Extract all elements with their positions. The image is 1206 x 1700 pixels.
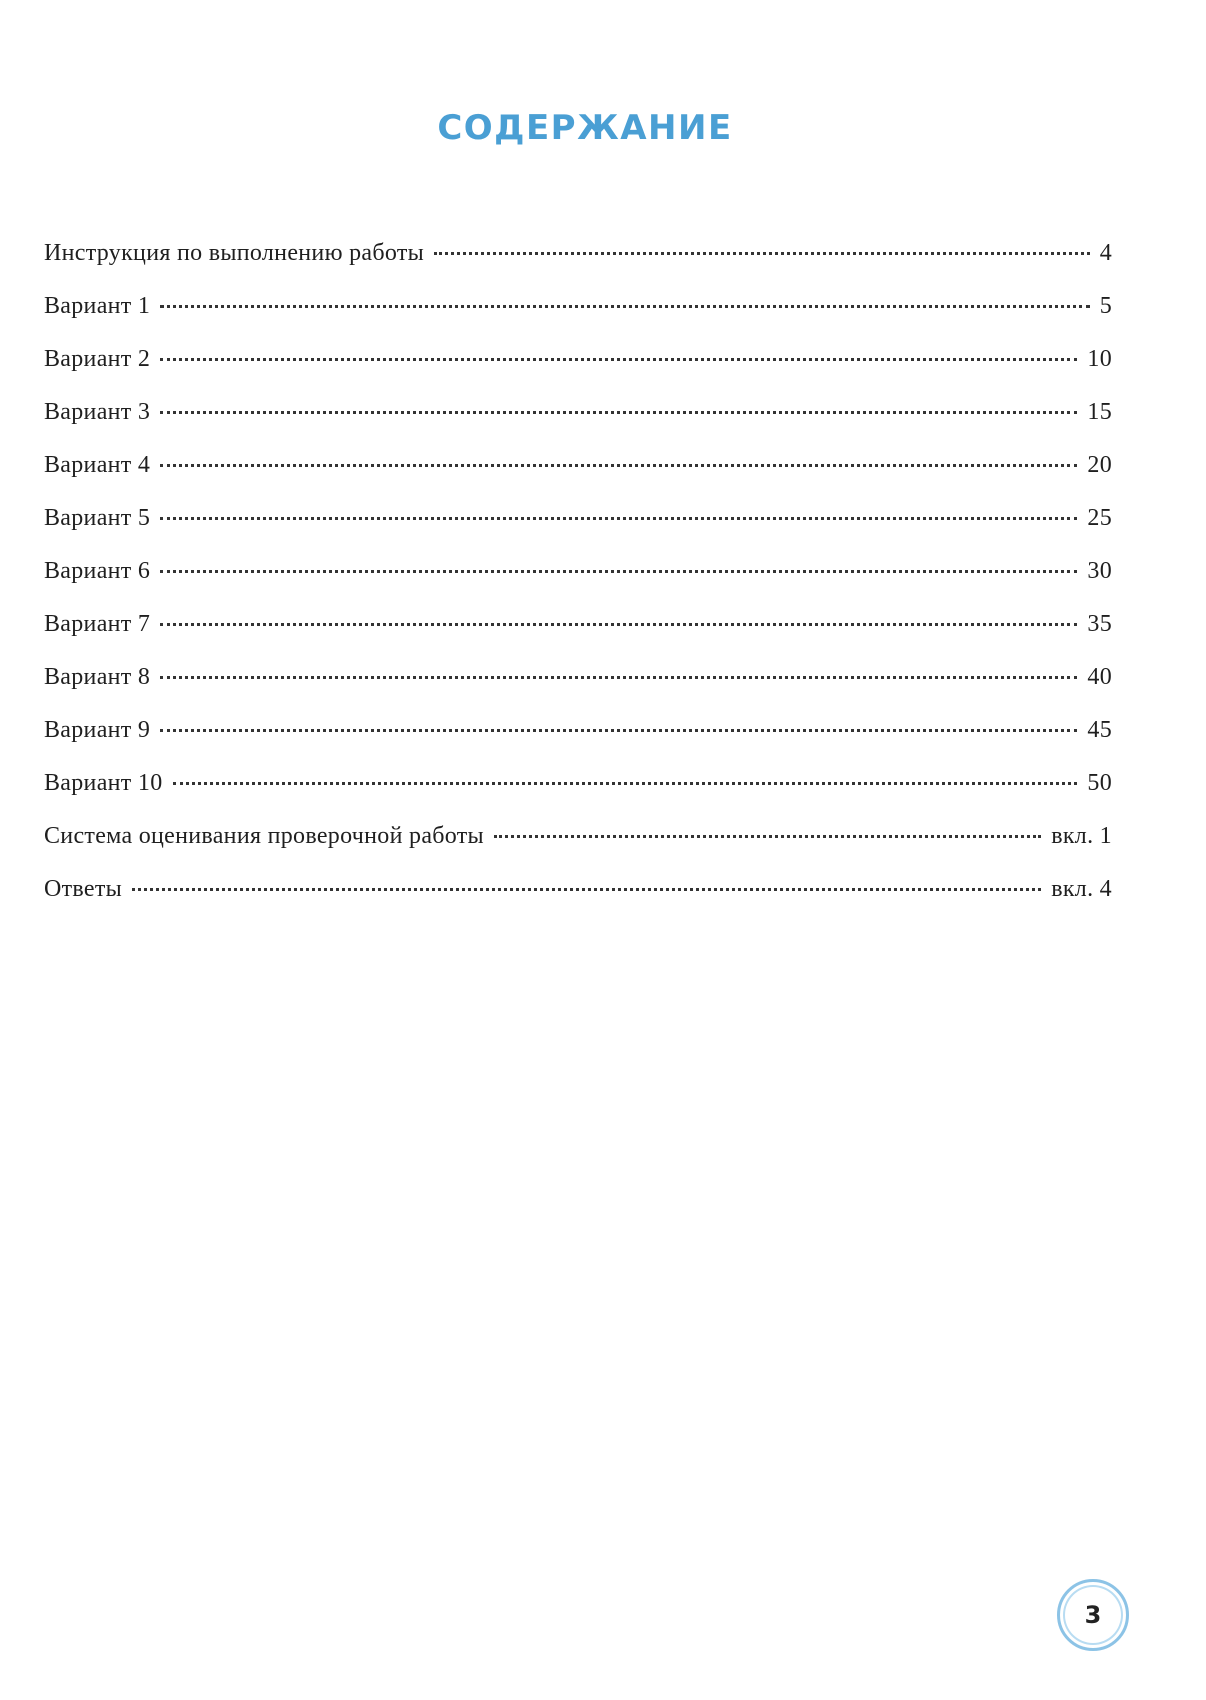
toc-entry-label: Вариант 2: [44, 346, 151, 372]
table-of-contents: [44, 240, 1112, 929]
toc-entry[interactable]: [44, 823, 1112, 876]
toc-entry[interactable]: [44, 664, 1112, 717]
toc-entry-page: вкл. 1: [1051, 823, 1112, 849]
toc-entry-label: Вариант 9: [44, 717, 151, 743]
toc-leader-dots: [160, 676, 1077, 679]
toc-entry[interactable]: [44, 293, 1112, 346]
toc-entry-label: Ответы: [44, 876, 123, 902]
toc-leader-dots: [434, 252, 1090, 255]
toc-entry-page: 25: [1087, 505, 1112, 531]
toc-entry-page: 30: [1087, 558, 1112, 584]
toc-leader-dots: [160, 623, 1077, 626]
toc-entry[interactable]: [44, 611, 1112, 664]
toc-leader-dots: [494, 835, 1041, 838]
toc-entry-label: Инструкция по выполнению работы: [44, 240, 425, 266]
toc-leader-dots: [160, 570, 1077, 573]
toc-entry-label: Вариант 8: [44, 664, 151, 690]
toc-entry-label: Вариант 6: [44, 558, 151, 584]
toc-entry-page: 10: [1087, 346, 1112, 372]
toc-entry-label: Вариант 4: [44, 452, 151, 478]
toc-entry-label: Вариант 10: [44, 770, 163, 796]
toc-leader-dots: [160, 464, 1077, 467]
toc-leader-dots: [160, 305, 1089, 308]
toc-entry[interactable]: [44, 452, 1112, 505]
page-title: СОДЕРЖАНИЕ: [437, 108, 733, 148]
toc-entry[interactable]: [44, 399, 1112, 452]
toc-leader-dots: [160, 358, 1077, 361]
toc-entry[interactable]: [44, 240, 1112, 293]
toc-entry[interactable]: [44, 346, 1112, 399]
toc-entry[interactable]: [44, 876, 1112, 929]
toc-entry-page: 5: [1099, 293, 1112, 319]
toc-entry[interactable]: [44, 770, 1112, 823]
toc-leader-dots: [160, 411, 1077, 414]
toc-entry[interactable]: [44, 558, 1112, 611]
toc-leader-dots: [160, 729, 1077, 732]
toc-entry-page: вкл. 4: [1051, 876, 1112, 902]
toc-entry-label: Вариант 1: [44, 293, 151, 319]
page-number-badge: 3: [1057, 1579, 1129, 1651]
toc-entry[interactable]: [44, 717, 1112, 770]
toc-entry-label: Система оценивания проверочной работы: [44, 823, 484, 849]
toc-entry-label: Вариант 7: [44, 611, 151, 637]
toc-entry-page: 50: [1087, 770, 1112, 796]
toc-leader-dots: [132, 888, 1041, 891]
toc-entry-label: Вариант 3: [44, 399, 151, 425]
toc-entry[interactable]: [44, 505, 1112, 558]
toc-leader-dots: [160, 517, 1077, 520]
toc-entry-page: 4: [1099, 240, 1112, 266]
toc-entry-page: 40: [1087, 664, 1112, 690]
toc-leader-dots: [173, 782, 1078, 785]
toc-entry-page: 45: [1087, 717, 1112, 743]
toc-entry-page: 20: [1087, 452, 1112, 478]
toc-entry-page: 15: [1087, 399, 1112, 425]
toc-entry-page: 35: [1087, 611, 1112, 637]
toc-entry-label: Вариант 5: [44, 505, 151, 531]
